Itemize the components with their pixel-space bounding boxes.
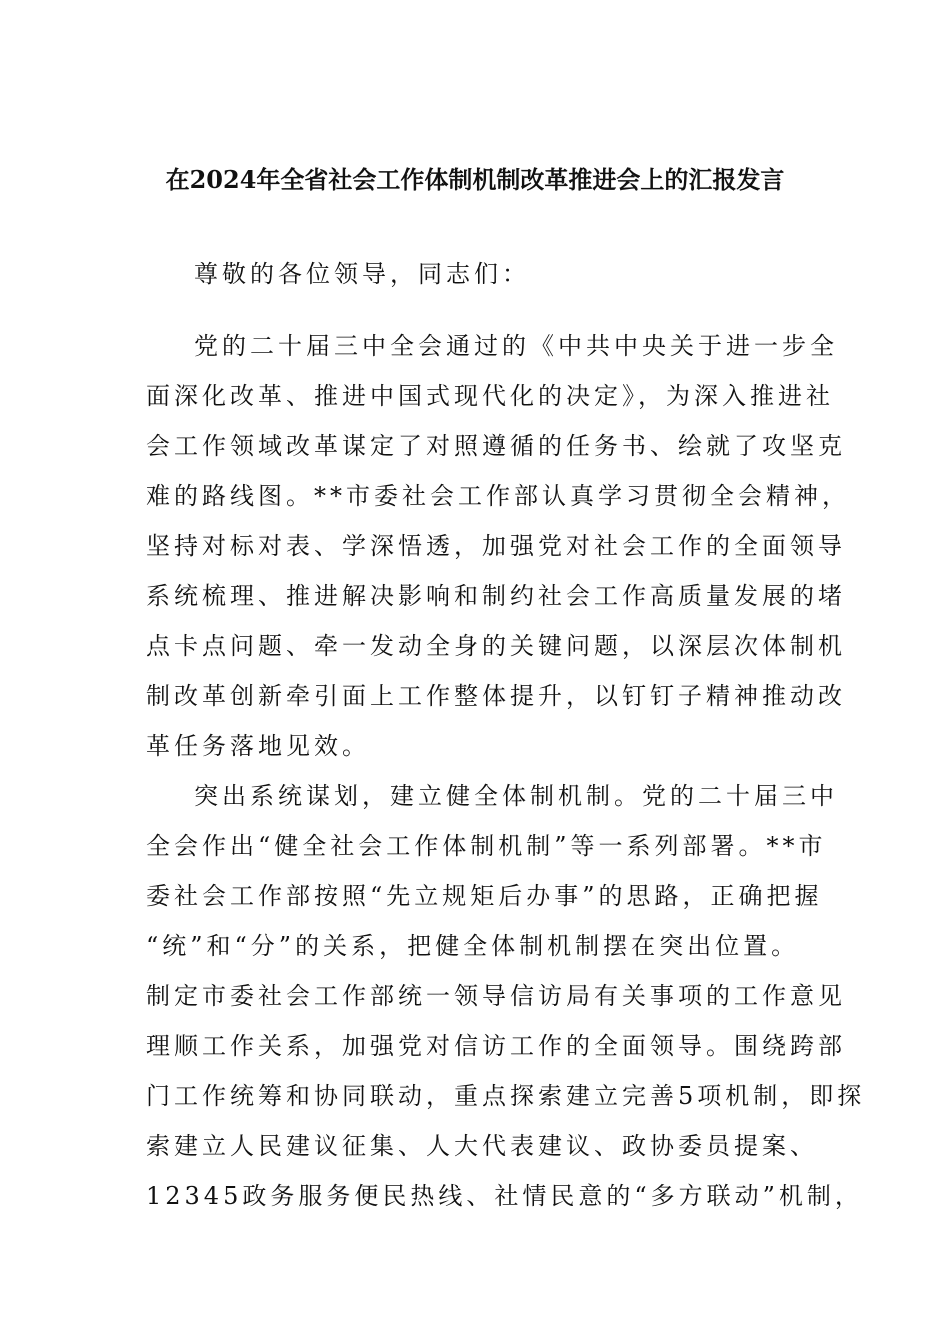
paragraph-line: 12345政务服务便民热线、社情民意的“多方联动”机制，	[146, 1182, 863, 1210]
paragraph-line: 全会作出“健全社会工作体制机制”等一系列部署。**市	[146, 832, 827, 860]
paragraph-line: 门工作统筹和协同联动，重点探索建立完善5项机制，即探	[146, 1082, 866, 1110]
document-title: 在2024年全省社会工作体制机制改革推进会上的汇报发言	[165, 165, 785, 194]
paragraph-line: 难的路线图。**市委社会工作部认真学习贯彻全会精神，	[146, 482, 850, 510]
paragraph-line: 制定市委社会工作部统一领导信访局有关事项的工作意见	[146, 982, 846, 1010]
paragraph-line: 制改革创新牵引面上工作整体提升，以钉钉子精神推动改	[146, 682, 846, 710]
paragraph-line: 理顺工作关系，加强党对信访工作的全面领导。围绕跨部	[146, 1032, 846, 1060]
paragraph-line: 坚持对标对表、学深悟透，加强党对社会工作的全面领导	[146, 532, 846, 560]
paragraph-line: 突出系统谋划，建立健全体制机制。党的二十届三中	[194, 782, 838, 810]
paragraph-line: 会工作领域改革谋定了对照遵循的任务书、绘就了攻坚克	[146, 432, 846, 460]
paragraph-line: 点卡点问题、牵一发动全身的关键问题，以深层次体制机	[146, 632, 846, 660]
paragraph-line: 面深化改革、推进中国式现代化的决定》，为深入推进社	[146, 382, 834, 410]
paragraph-line: 革任务落地见效。	[146, 732, 370, 760]
greeting-line: 尊敬的各位领导，同志们：	[194, 260, 530, 288]
paragraph-line: 索建立人民建议征集、人大代表建议、政协委员提案、	[146, 1132, 818, 1160]
paragraph-line: 委社会工作部按照“先立规矩后办事”的思路，正确把握	[146, 882, 823, 910]
paragraph-line: 党的二十届三中全会通过的《中共中央关于进一步全	[194, 332, 838, 360]
paragraph-line: 系统梳理、推进解决影响和制约社会工作高质量发展的堵	[146, 582, 846, 610]
paragraph-line: “统”和“分”的关系，把健全体制机制摆在突出位置。	[146, 932, 800, 960]
